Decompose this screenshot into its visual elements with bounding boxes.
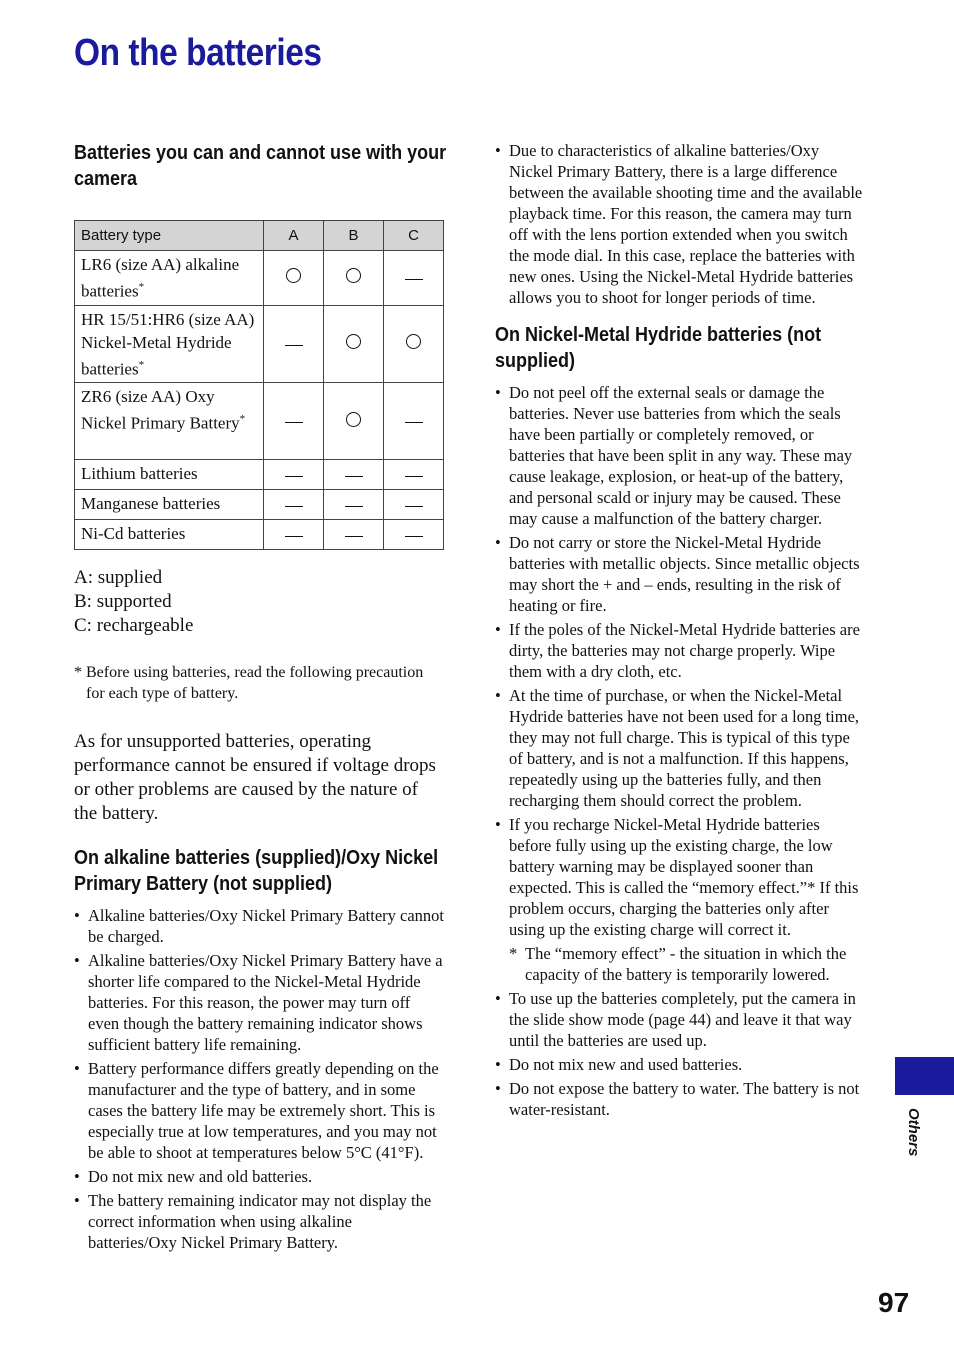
circle-mark-icon — [346, 334, 361, 349]
battery-type-cell — [75, 383, 264, 460]
compat-cell-a — [264, 383, 324, 460]
memory-effect-note — [495, 943, 863, 985]
circle-mark-icon — [286, 268, 301, 283]
footnote — [74, 662, 444, 704]
dash-mark-icon — [405, 476, 423, 477]
note-text: The “memory effect” - the situation in which the capacity of the battery is temporarily lowered. — [525, 944, 847, 984]
note-star: * — [509, 944, 518, 963]
compat-cell-c — [384, 460, 444, 490]
footnote-marker: * — [138, 358, 145, 371]
table-row — [75, 520, 444, 550]
dash-mark-icon — [285, 536, 303, 537]
dash-mark-icon — [285, 422, 303, 423]
list-item: • Alkaline batteries/Oxy Nickel Primary Battery cannot be charged. — [74, 905, 444, 947]
legend-item-c: C: rechargeable — [74, 615, 194, 637]
footnote-text: Before using batteries, read the following precaution for each type of battery. — [86, 664, 424, 703]
battery-type-name: Lithium batteries — [81, 464, 198, 484]
column-header-battery-type: Battery type — [75, 221, 264, 251]
compat-cell-a — [264, 251, 324, 306]
table-row — [75, 490, 444, 520]
battery-type-cell — [75, 490, 264, 520]
list-item: • At the time of purchase, or when the Nickel-Metal Hydride batteries have not been used for a long time, they may not full charge. This is typical of this type of battery, and is not a malfunction. If this happens, repeatedly using up the batteries fully, and then recharging them should correct the problem. — [495, 685, 863, 811]
section-heading-alkaline: On alkaline batteries (supplied)/Oxy Nickel Primary Battery (not supplied) — [74, 847, 439, 896]
battery-type-name: Ni-Cd batteries — [81, 524, 186, 544]
nimh-bullet-list — [495, 382, 863, 940]
table-body — [75, 251, 444, 550]
list-item: • Alkaline batteries/Oxy Nickel Primary Battery have a shorter life compared to the Nickel-Metal Hydride batteries. For this reason, the power may turn off even though the battery remaining indicator shows sufficient battery life remaining. — [74, 950, 444, 1055]
list-item: • Do not carry or store the Nickel-Metal Hydride batteries with metallic objects. Since metallic objects may short the + and – ends, resulting in the risk of heating or fire. — [495, 532, 863, 616]
right-column — [495, 140, 863, 1123]
battery-type-cell — [75, 460, 264, 490]
footnote-marker: * — [138, 281, 145, 293]
battery-type-name: Manganese batteries — [81, 494, 221, 514]
list-item: • The battery remaining indicator may not display the correct information when using alkaline batteries/Oxy Nickel Primary Battery. — [74, 1190, 444, 1253]
battery-type-name: LR6 (size AA) alkaline batteries — [81, 255, 240, 301]
battery-type-cell — [75, 251, 264, 306]
compat-cell-b — [324, 490, 384, 520]
compat-cell-c — [384, 490, 444, 520]
circle-mark-icon — [406, 334, 421, 349]
circle-mark-icon — [346, 268, 361, 283]
table-row — [75, 460, 444, 490]
list-item: • Due to characteristics of alkaline batteries/Oxy Nickel Primary Battery, there is a large difference between the available shooting time and the available playback time. For this reason, the camera may turn off with the lens portion extended when you switch the mode dial. In this case, replace the batteries with new ones. Using the Nickel-Metal Hydride batteries allows you to shoot for longer periods of time. — [495, 140, 863, 308]
dash-mark-icon — [405, 279, 423, 280]
table-row — [75, 251, 444, 306]
compat-cell-b — [324, 305, 384, 383]
compat-cell-b — [324, 460, 384, 490]
table-row — [75, 383, 444, 460]
dash-mark-icon — [345, 536, 363, 537]
compat-cell-b — [324, 383, 384, 460]
dash-mark-icon — [405, 536, 423, 537]
battery-compatibility-table — [74, 220, 444, 550]
list-item: • Do not expose the battery to water. The battery is not water-resistant. — [495, 1078, 863, 1120]
section-heading-nimh: On Nickel-Metal Hydride batteries (not supplied) — [495, 324, 822, 372]
table-row — [75, 305, 444, 383]
dash-mark-icon — [345, 506, 363, 507]
unsupported-batteries-paragraph: As for unsupported batteries, operating performance cannot be ensured if voltage drops or other problems are caused by the nature of the battery. — [74, 731, 436, 825]
dash-mark-icon — [405, 506, 423, 507]
compat-cell-c — [384, 251, 444, 306]
battery-type-cell — [75, 305, 264, 383]
list-item: • Do not peel off the external seals or damage the batteries. Never use batteries from which the seals have been partially or completely removed, or batteries that have been split in any way. These may cause leakage, explosion, or heat-up of the battery, and personal scald or injury may be caused. These may cause a malfunction of the battery charger. — [495, 382, 863, 529]
compat-cell-b — [324, 251, 384, 306]
list-item: • To use up the batteries completely, put the camera in the slide show mode (page 44) and leave it that way until the batteries are used up. — [495, 988, 863, 1051]
section-tab-marker — [895, 1057, 954, 1095]
footnote-marker: * — [239, 413, 246, 426]
section-heading-compatible-batteries: Batteries you can and cannot use with your camera — [74, 142, 447, 190]
table-legend — [74, 566, 444, 638]
compat-cell-a — [264, 305, 324, 383]
left-column — [74, 140, 447, 1256]
dash-mark-icon — [285, 476, 303, 477]
alkaline-bullet-list — [74, 905, 444, 1253]
list-item: • Do not mix new and old batteries. — [74, 1166, 444, 1187]
compat-cell-b — [324, 520, 384, 550]
compat-cell-c — [384, 305, 444, 383]
page-number: 97 — [878, 1287, 910, 1318]
dash-mark-icon — [285, 345, 303, 346]
column-header-a: A — [264, 221, 324, 251]
list-item: • If the poles of the Nickel-Metal Hydride batteries are dirty, the batteries may not charge properly. Wipe them with a dry cloth, etc. — [495, 619, 863, 682]
list-item: • Battery performance differs greatly depending on the manufacturer and the type of battery, and in some cases the battery life may be extremely short. This is especially true at low temperatures, and you may not be able to shoot at temperatures below 5°C (41°F). — [74, 1058, 444, 1163]
compat-cell-a — [264, 460, 324, 490]
nimh-bullet-list-continued — [495, 988, 863, 1120]
table-header-row — [75, 221, 444, 251]
dash-mark-icon — [285, 506, 303, 507]
section-tab-label: Others — [905, 1108, 922, 1157]
compat-cell-a — [264, 520, 324, 550]
list-item: • If you recharge Nickel-Metal Hydride batteries before fully using up the existing charge, the low battery warning may be displayed sooner than expected. This is called the “memory effect.”* If this problem occurs, charging the batteries only after using up the existing charge will correct it. — [495, 814, 863, 940]
footnote-star: * — [74, 664, 82, 682]
legend-item-b: B: supported — [74, 591, 172, 613]
battery-type-name: HR 15/51:HR6 (size AA) Nickel-Metal Hydride batteries — [81, 309, 255, 379]
column-header-b: B — [324, 221, 384, 251]
list-item: • Do not mix new and used batteries. — [495, 1054, 863, 1075]
column-header-c: C — [384, 221, 444, 251]
intro-bullet-list — [495, 140, 863, 308]
circle-mark-icon — [346, 412, 361, 427]
compat-cell-c — [384, 383, 444, 460]
battery-type-cell — [75, 520, 264, 550]
dash-mark-icon — [405, 422, 423, 423]
legend-item-a: A: supplied — [74, 567, 163, 589]
battery-type-name: ZR6 (size AA) Oxy Nickel Primary Battery — [81, 387, 240, 433]
page-title: On the batteries — [74, 32, 322, 74]
compat-cell-c — [384, 520, 444, 550]
dash-mark-icon — [345, 476, 363, 477]
compat-cell-a — [264, 490, 324, 520]
